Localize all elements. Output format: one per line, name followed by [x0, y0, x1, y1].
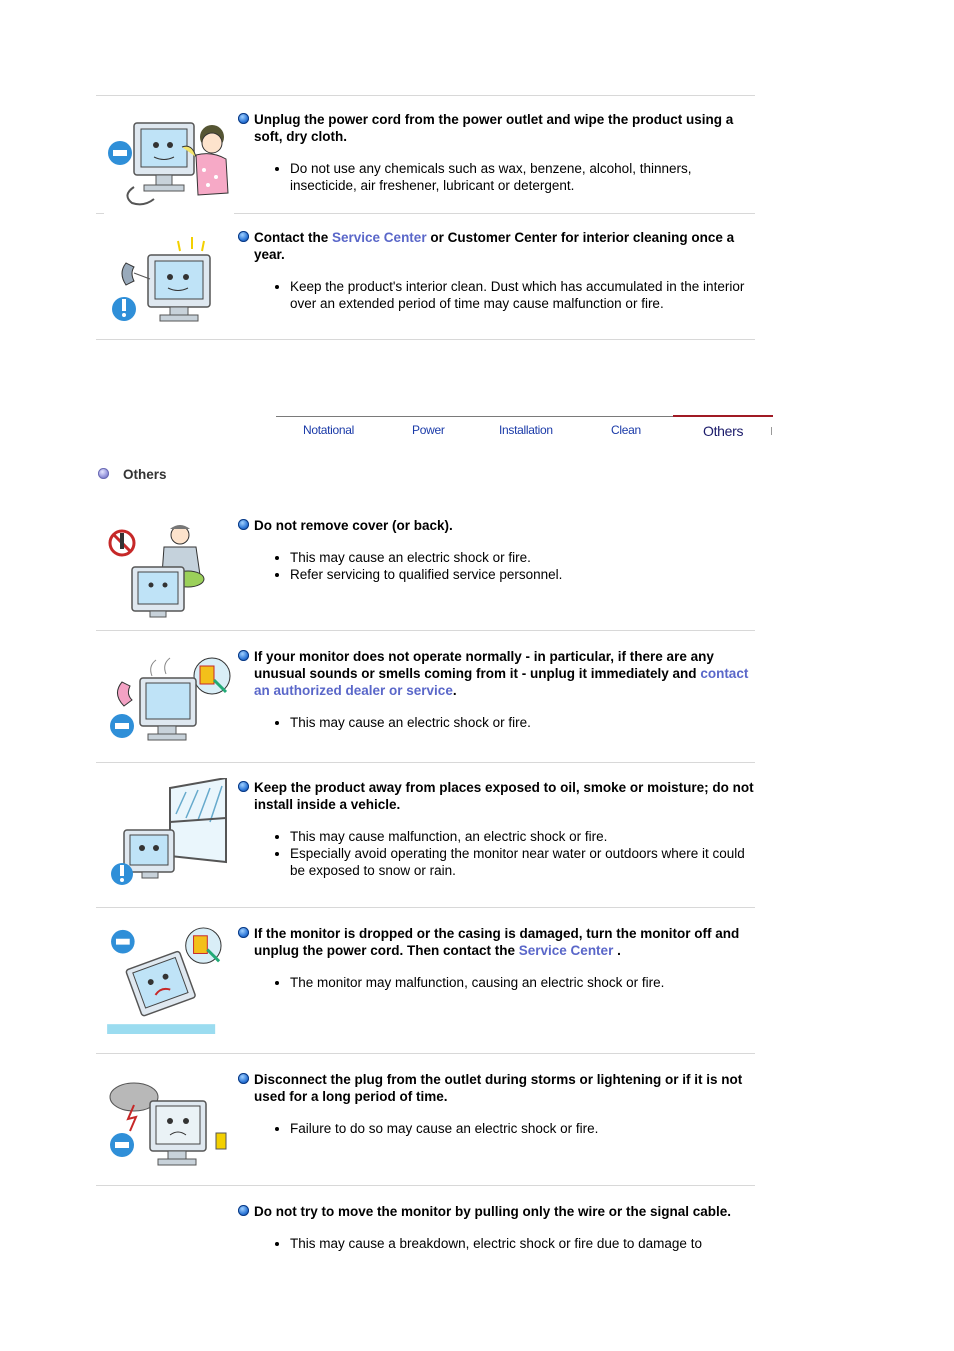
service-center-link[interactable]: Service Center [332, 230, 427, 245]
service-center-link[interactable]: Service Center [518, 943, 614, 958]
tab-installation[interactable]: Installation [499, 423, 553, 437]
divider [96, 95, 755, 96]
detail-list [238, 974, 755, 991]
divider [96, 1053, 755, 1054]
list-item: • This may cause an electric shock or fire. [290, 714, 755, 731]
monitor-dropped-icon [104, 924, 234, 1034]
blue-bullet-icon [238, 231, 249, 242]
instruction-heading: Contact the Service Center or Customer Center for interior cleaning once a year. [238, 229, 755, 263]
section-bullet-icon [98, 468, 109, 479]
monitor-smoke-unplug-icon [104, 647, 234, 757]
list-item: • The monitor may malfunction, causing an electric shock or fire. [290, 974, 755, 991]
blue-bullet-icon [238, 519, 249, 530]
list-item: • Especially avoid operating the monitor near water or outdoors where it could be exposed to snow or rain. [290, 845, 755, 879]
detail-list [238, 278, 755, 312]
monitor-lightning-icon [104, 1070, 234, 1180]
divider [96, 907, 755, 908]
detail-list [238, 160, 755, 194]
instruction-heading: If the monitor is dropped or the casing is damaged, turn the monitor off and unplug the power cord. Then contact the Service Center . [238, 925, 755, 959]
detail-list [238, 714, 755, 731]
monitor-phone-call-icon [104, 228, 234, 338]
tab-notational[interactable]: Notational [303, 423, 355, 437]
divider [96, 339, 755, 340]
monitor-cleaning-icon [104, 110, 234, 220]
instruction-heading: Disconnect the plug from the outlet during storms or lightening or if it is not used for a long period of time. [238, 1071, 755, 1105]
blue-bullet-icon [238, 1073, 249, 1084]
instruction-heading: If your monitor does not operate normally - in particular, if there are any unusual sounds or smells coming from it - unplug it immediately and contact an authorized dealer or service. [238, 648, 755, 699]
do-not-open-cover-icon [104, 516, 234, 626]
list-item: • Failure to do so may cause an electric shock or fire. [290, 1120, 755, 1137]
monitor-rain-window-icon [104, 778, 234, 888]
divider [96, 1185, 755, 1186]
list-item: • This may cause an electric shock or fire. [290, 549, 755, 566]
list-item: • Refer servicing to qualified service personnel. [290, 566, 755, 583]
blue-bullet-icon [238, 113, 249, 124]
list-item: • This may cause a breakdown, electric shock or fire due to damage to [290, 1235, 755, 1252]
blue-bullet-icon [238, 650, 249, 661]
instruction-heading: Keep the product away from places exposed to oil, smoke or moisture; do not install inside a vehicle. [238, 779, 755, 813]
detail-list [238, 549, 755, 583]
instruction-heading: Do not try to move the monitor by pulling only the wire or the signal cable. [238, 1203, 755, 1220]
tab-separator [771, 427, 772, 435]
tab-clean[interactable]: Clean [611, 423, 641, 437]
tab-power[interactable]: Power [412, 423, 445, 437]
instruction-heading: Do not remove cover (or back). [238, 517, 755, 534]
tab-others[interactable]: Others [703, 423, 744, 439]
blue-bullet-icon [238, 781, 249, 792]
instruction-heading [238, 111, 755, 145]
detail-list [238, 828, 755, 879]
category-tab-bar [276, 416, 773, 441]
active-tab-indicator [673, 415, 773, 417]
blue-bullet-icon [238, 1205, 249, 1216]
detail-list [238, 1120, 755, 1137]
detail-list [238, 1235, 755, 1252]
authorized-dealer-link[interactable]: contact an authorized dealer or service [254, 666, 749, 698]
blue-bullet-icon [238, 927, 249, 938]
heading-text: Unplug the power cord from the power outlet and wipe the product using a soft, dry cloth. [254, 112, 734, 144]
list-item: • Keep the product's interior clean. Dust which has accumulated in the interior over an extended period of time may cause malfunction or fire. [290, 278, 755, 312]
list-item: • Do not use any chemicals such as wax, benzene, alcohol, thinners, insecticide, air freshener, lubricant or detergent. [290, 160, 755, 194]
divider [96, 762, 755, 763]
list-item: • This may cause malfunction, an electric shock or fire. [290, 828, 755, 845]
divider [96, 630, 755, 631]
